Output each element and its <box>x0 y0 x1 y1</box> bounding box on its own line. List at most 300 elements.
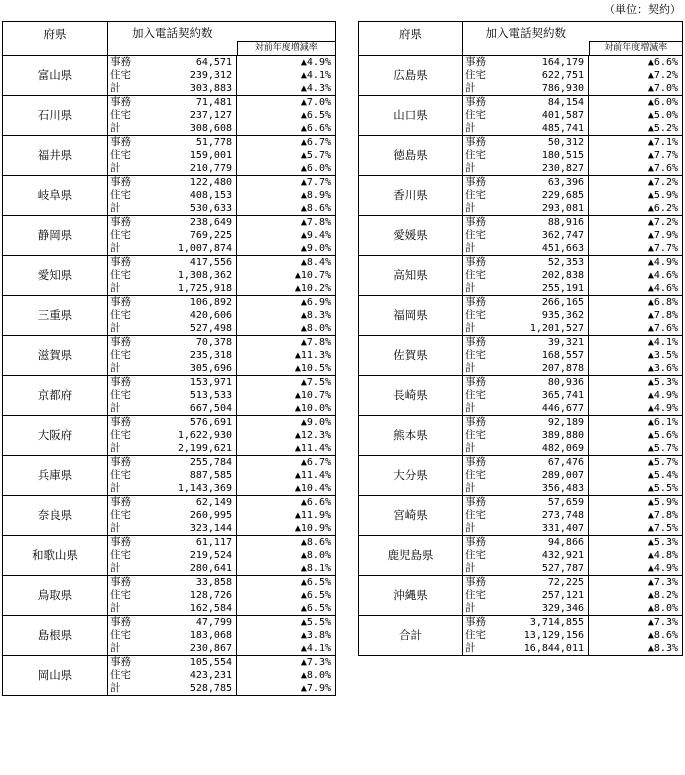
contract-count: 786,930 <box>493 82 589 96</box>
row-kind: 事務 <box>108 616 140 630</box>
pref-name: 京都府 <box>3 376 108 416</box>
contract-count: 280,641 <box>140 562 237 576</box>
pref-name: 富山県 <box>3 56 108 96</box>
contract-count: 401,587 <box>541 110 584 121</box>
contract-count: 513,533 <box>189 390 232 401</box>
row-kind: 計 <box>463 242 493 256</box>
row-kind: 計 <box>108 682 140 696</box>
row-kind: 住宅 <box>465 149 486 161</box>
pref-name: 沖縄県 <box>359 576 463 616</box>
change-rate: ▲4.1% <box>589 336 683 350</box>
contract-count: 207,878 <box>493 362 589 376</box>
table-row <box>359 136 683 150</box>
contract-count: 432,921 <box>541 550 584 561</box>
row-kind: 住宅 <box>110 389 131 401</box>
change-rate: ▲5.9% <box>589 496 683 510</box>
change-rate: ▲6.7% <box>237 136 336 150</box>
contract-count: 50,312 <box>493 136 589 150</box>
change-rate: ▲8.6% <box>589 629 683 642</box>
pref-name: 和歌山県 <box>3 536 108 576</box>
contract-count: 159,001 <box>189 150 232 161</box>
row-kind: 計 <box>108 82 140 96</box>
unit-label: （単位：契約） <box>604 3 681 16</box>
row-kind: 住宅 <box>110 549 131 561</box>
change-rate: ▲7.8% <box>589 509 683 522</box>
change-rate: ▲10.2% <box>237 282 336 296</box>
row-kind: 事務 <box>108 576 140 590</box>
pref-name: 兵庫県 <box>3 456 108 496</box>
contract-count: 71,481 <box>140 96 237 110</box>
row-kind: 住宅 <box>110 269 131 281</box>
contract-count: 1,725,918 <box>140 282 237 296</box>
change-rate: ▲7.3% <box>589 576 683 590</box>
header-row <box>359 22 683 56</box>
contract-count: 1,201,527 <box>493 322 589 336</box>
contract-count: 1,007,874 <box>140 242 237 256</box>
change-rate: ▲3.6% <box>589 362 683 376</box>
row-kind: 事務 <box>108 376 140 390</box>
contract-count: 164,179 <box>493 56 589 70</box>
header-rate-cell <box>237 22 336 56</box>
row-kind: 事務 <box>108 216 140 230</box>
row-kind: 住宅 <box>465 109 486 121</box>
change-rate: ▲9.0% <box>237 416 336 430</box>
table-row <box>359 376 683 390</box>
contract-count: 3,714,855 <box>493 616 589 630</box>
row-kind: 事務 <box>108 176 140 190</box>
change-rate: ▲10.4% <box>237 482 336 496</box>
contract-count: 305,696 <box>140 362 237 376</box>
contract-count: 935,362 <box>541 310 584 321</box>
change-rate: ▲6.0% <box>589 96 683 110</box>
table-row <box>3 136 336 150</box>
contract-count: 39,321 <box>493 336 589 350</box>
row-kind: 事務 <box>463 616 493 630</box>
change-rate: ▲7.7% <box>589 149 683 162</box>
contract-count: 420,606 <box>189 310 232 321</box>
contract-count: 446,677 <box>493 402 589 416</box>
change-rate: ▲6.8% <box>589 296 683 310</box>
table-row <box>3 616 336 630</box>
change-rate: ▲6.2% <box>589 202 683 216</box>
change-rate: ▲4.6% <box>589 269 683 282</box>
row-kind: 計 <box>108 282 140 296</box>
row-kind: 住宅 <box>465 509 486 521</box>
change-rate: ▲8.9% <box>237 189 336 202</box>
contract-count: 238,649 <box>140 216 237 230</box>
contract-count: 528,785 <box>140 682 237 696</box>
pref-name: 奈良県 <box>3 496 108 536</box>
contract-count: 63,396 <box>493 176 589 190</box>
row-kind: 事務 <box>108 136 140 150</box>
change-rate: ▲4.3% <box>237 82 336 96</box>
change-rate: ▲6.5% <box>237 602 336 616</box>
change-rate: ▲7.2% <box>589 69 683 82</box>
contract-count: 308,608 <box>140 122 237 136</box>
contract-count: 365,741 <box>541 390 584 401</box>
row-kind: 計 <box>108 122 140 136</box>
pref-name: 合計 <box>359 616 463 656</box>
table-row <box>3 576 336 590</box>
header-count: 加入電話契約数 <box>108 22 237 56</box>
contract-count: 1,143,369 <box>140 482 237 496</box>
table-row <box>3 496 336 510</box>
row-kind: 住宅 <box>110 429 131 441</box>
row-kind: 事務 <box>463 136 493 150</box>
row-kind: 事務 <box>108 296 140 310</box>
table-row <box>359 56 683 70</box>
row-kind: 住宅 <box>110 629 131 641</box>
pref-name: 鹿児島県 <box>359 536 463 576</box>
change-rate: ▲5.3% <box>589 536 683 550</box>
row-kind: 計 <box>108 162 140 176</box>
row-kind: 住宅 <box>465 549 486 561</box>
table-row <box>3 256 336 270</box>
row-kind: 住宅 <box>465 429 486 441</box>
change-rate: ▲12.3% <box>237 429 336 442</box>
change-rate: ▲6.7% <box>237 456 336 470</box>
row-kind: 住宅 <box>110 69 131 81</box>
contract-count: 202,838 <box>541 270 584 281</box>
row-kind: 住宅 <box>465 309 486 321</box>
change-rate: ▲7.9% <box>589 229 683 242</box>
contract-count: 153,971 <box>140 376 237 390</box>
contract-count: 106,892 <box>140 296 237 310</box>
contract-count: 527,498 <box>140 322 237 336</box>
contract-count: 84,154 <box>493 96 589 110</box>
change-rate: ▲7.8% <box>237 336 336 350</box>
change-rate: ▲4.1% <box>237 642 336 656</box>
contract-count: 527,787 <box>493 562 589 576</box>
contract-count: 105,554 <box>140 656 237 670</box>
contract-count: 266,165 <box>493 296 589 310</box>
contract-count: 260,995 <box>189 510 232 521</box>
contract-count: 769,225 <box>189 230 232 241</box>
row-kind: 事務 <box>463 496 493 510</box>
contract-count: 183,068 <box>189 630 232 641</box>
table-row <box>359 456 683 470</box>
table-row <box>3 176 336 190</box>
contract-count: 239,312 <box>189 70 232 81</box>
contract-count: 389,880 <box>541 430 584 441</box>
change-rate: ▲10.5% <box>237 362 336 376</box>
row-kind: 住宅 <box>110 589 131 601</box>
table-row <box>359 416 683 430</box>
contract-count: 57,659 <box>493 496 589 510</box>
row-kind: 住宅 <box>110 309 131 321</box>
table-row <box>359 576 683 590</box>
contract-count: 33,858 <box>140 576 237 590</box>
row-kind: 事務 <box>463 376 493 390</box>
change-rate: ▲5.7% <box>589 456 683 470</box>
contract-count: 451,663 <box>493 242 589 256</box>
change-rate: ▲7.3% <box>237 656 336 670</box>
pref-name: 高知県 <box>359 256 463 296</box>
contract-count: 70,378 <box>140 336 237 350</box>
contract-count: 210,779 <box>140 162 237 176</box>
table-row <box>359 96 683 110</box>
row-kind: 事務 <box>108 496 140 510</box>
contract-count: 1,622,930 <box>177 430 232 441</box>
pref-name: 広島県 <box>359 56 463 96</box>
change-rate: ▲5.9% <box>589 189 683 202</box>
contract-count: 331,407 <box>493 522 589 536</box>
row-kind: 住宅 <box>110 149 131 161</box>
table-row <box>3 536 336 550</box>
contract-count: 51,778 <box>140 136 237 150</box>
contract-count: 303,883 <box>140 82 237 96</box>
change-rate: ▲6.6% <box>589 56 683 70</box>
contract-count: 80,936 <box>493 376 589 390</box>
contract-count: 255,784 <box>140 456 237 470</box>
contract-count: 62,149 <box>140 496 237 510</box>
table-row <box>3 96 336 110</box>
row-kind: 計 <box>463 122 493 136</box>
change-rate: ▲7.8% <box>237 216 336 230</box>
change-rate: ▲5.2% <box>589 122 683 136</box>
change-rate: ▲4.9% <box>237 56 336 70</box>
row-kind: 事務 <box>463 96 493 110</box>
contract-count: 92,189 <box>493 416 589 430</box>
row-kind: 事務 <box>108 456 140 470</box>
change-rate: ▲8.0% <box>237 669 336 682</box>
change-rate: ▲5.5% <box>589 482 683 496</box>
table-row <box>3 56 336 70</box>
left-table <box>2 21 336 696</box>
row-kind: 事務 <box>108 336 140 350</box>
header-pref: 府県 <box>359 22 463 56</box>
row-kind: 住宅 <box>465 269 486 281</box>
change-rate: ▲3.8% <box>237 629 336 642</box>
contract-count: 61,117 <box>140 536 237 550</box>
change-rate: ▲11.4% <box>237 469 336 482</box>
table-row <box>359 536 683 550</box>
table-row <box>3 416 336 430</box>
change-rate: ▲6.6% <box>237 122 336 136</box>
change-rate: ▲5.0% <box>589 109 683 122</box>
change-rate: ▲7.1% <box>589 136 683 150</box>
contract-count: 162,584 <box>140 602 237 616</box>
change-rate: ▲10.0% <box>237 402 336 416</box>
row-kind: 住宅 <box>465 189 486 201</box>
change-rate: ▲8.0% <box>237 549 336 562</box>
table-row <box>359 336 683 350</box>
row-kind: 事務 <box>463 536 493 550</box>
change-rate: ▲7.9% <box>237 682 336 696</box>
change-rate: ▲10.7% <box>237 269 336 282</box>
change-rate: ▲4.9% <box>589 402 683 416</box>
row-kind: 計 <box>108 362 140 376</box>
table-row <box>3 656 336 670</box>
pref-name: 島根県 <box>3 616 108 656</box>
row-kind: 事務 <box>463 416 493 430</box>
change-rate: ▲7.7% <box>237 176 336 190</box>
pref-name: 宮崎県 <box>359 496 463 536</box>
row-kind: 計 <box>463 82 493 96</box>
row-kind: 住宅 <box>110 669 131 681</box>
change-rate: ▲8.4% <box>237 256 336 270</box>
change-rate: ▲7.8% <box>589 309 683 322</box>
change-rate: ▲6.1% <box>589 416 683 430</box>
row-kind: 事務 <box>463 296 493 310</box>
row-kind: 計 <box>463 442 493 456</box>
contract-count: 408,153 <box>189 190 232 201</box>
contract-count: 622,751 <box>541 70 584 81</box>
table-row <box>359 256 683 270</box>
pref-name: 福井県 <box>3 136 108 176</box>
pref-name: 福岡県 <box>359 296 463 336</box>
contract-count: 329,346 <box>493 602 589 616</box>
row-kind: 住宅 <box>110 109 131 121</box>
table-row <box>3 216 336 230</box>
contract-count: 230,827 <box>493 162 589 176</box>
change-rate: ▲8.3% <box>237 309 336 322</box>
contract-count: 13,129,156 <box>523 630 584 641</box>
change-rate: ▲9.0% <box>237 242 336 256</box>
contract-count: 64,571 <box>140 56 237 70</box>
change-rate: ▲7.5% <box>589 522 683 536</box>
row-kind: 住宅 <box>465 229 486 241</box>
row-kind: 計 <box>108 642 140 656</box>
contract-count: 2,199,621 <box>140 442 237 456</box>
change-rate: ▲5.7% <box>237 149 336 162</box>
contract-count: 16,844,011 <box>493 642 589 656</box>
contract-count: 67,476 <box>493 456 589 470</box>
row-kind: 事務 <box>463 56 493 70</box>
row-kind: 事務 <box>463 576 493 590</box>
row-kind: 事務 <box>108 96 140 110</box>
change-rate: ▲11.3% <box>237 349 336 362</box>
table-row <box>3 296 336 310</box>
row-kind: 住宅 <box>465 69 486 81</box>
row-kind: 住宅 <box>110 469 131 481</box>
change-rate: ▲8.2% <box>589 589 683 602</box>
contract-count: 485,741 <box>493 122 589 136</box>
change-rate: ▲9.4% <box>237 229 336 242</box>
change-rate: ▲6.0% <box>237 162 336 176</box>
change-rate: ▲5.6% <box>589 429 683 442</box>
pref-name: 熊本県 <box>359 416 463 456</box>
contract-count: 229,685 <box>541 190 584 201</box>
row-kind: 住宅 <box>465 389 486 401</box>
contract-count: 576,691 <box>140 416 237 430</box>
change-rate: ▲6.6% <box>237 496 336 510</box>
contract-count: 356,483 <box>493 482 589 496</box>
contract-count: 88,916 <box>493 216 589 230</box>
change-rate: ▲4.8% <box>589 549 683 562</box>
change-rate: ▲4.9% <box>589 256 683 270</box>
pref-name: 滋賀県 <box>3 336 108 376</box>
header-rate-cell <box>589 22 683 56</box>
contract-count: 168,557 <box>541 350 584 361</box>
table-row <box>3 456 336 470</box>
pref-name: 大分県 <box>359 456 463 496</box>
change-rate: ▲10.7% <box>237 389 336 402</box>
change-rate: ▲4.6% <box>589 282 683 296</box>
header-rate: 対前年度増減率 <box>589 41 683 55</box>
change-rate: ▲7.2% <box>589 176 683 190</box>
pref-name: 徳島県 <box>359 136 463 176</box>
row-kind: 事務 <box>108 656 140 670</box>
contract-count: 417,556 <box>140 256 237 270</box>
row-kind: 事務 <box>108 56 140 70</box>
change-rate: ▲5.7% <box>589 442 683 456</box>
row-kind: 計 <box>108 442 140 456</box>
header-rate: 対前年度増減率 <box>237 41 336 55</box>
change-rate: ▲8.1% <box>237 562 336 576</box>
change-rate: ▲4.9% <box>589 562 683 576</box>
contract-count: 230,867 <box>140 642 237 656</box>
contract-count: 237,127 <box>189 110 232 121</box>
contract-count: 255,191 <box>493 282 589 296</box>
change-rate: ▲6.9% <box>237 296 336 310</box>
pref-name: 愛媛県 <box>359 216 463 256</box>
contract-count: 289,007 <box>541 470 584 481</box>
row-kind: 事務 <box>463 256 493 270</box>
row-kind: 計 <box>463 282 493 296</box>
row-kind: 計 <box>463 522 493 536</box>
header-row <box>3 22 336 56</box>
pref-name: 佐賀県 <box>359 336 463 376</box>
row-kind: 計 <box>463 322 493 336</box>
row-kind: 事務 <box>463 216 493 230</box>
contract-count: 128,726 <box>189 590 232 601</box>
row-kind: 計 <box>463 482 493 496</box>
table-row <box>3 336 336 350</box>
row-kind: 住宅 <box>110 349 131 361</box>
pref-name: 山口県 <box>359 96 463 136</box>
change-rate: ▲3.5% <box>589 349 683 362</box>
change-rate: ▲8.0% <box>589 602 683 616</box>
row-kind: 事務 <box>108 256 140 270</box>
row-kind: 住宅 <box>465 349 486 361</box>
table-row <box>3 376 336 390</box>
contract-count: 235,318 <box>189 350 232 361</box>
change-rate: ▲11.9% <box>237 509 336 522</box>
change-rate: ▲7.6% <box>589 162 683 176</box>
row-kind: 事務 <box>463 456 493 470</box>
row-kind: 住宅 <box>110 189 131 201</box>
row-kind: 事務 <box>108 416 140 430</box>
row-kind: 計 <box>108 202 140 216</box>
pref-name: 香川県 <box>359 176 463 216</box>
row-kind: 事務 <box>108 536 140 550</box>
contract-count: 293,081 <box>493 202 589 216</box>
contract-count: 887,585 <box>189 470 232 481</box>
change-rate: ▲10.9% <box>237 522 336 536</box>
pref-name: 大阪府 <box>3 416 108 456</box>
row-kind: 計 <box>463 642 493 656</box>
pref-name: 三重県 <box>3 296 108 336</box>
table-row <box>359 216 683 230</box>
change-rate: ▲7.0% <box>237 96 336 110</box>
change-rate: ▲11.4% <box>237 442 336 456</box>
change-rate: ▲6.5% <box>237 589 336 602</box>
change-rate: ▲5.4% <box>589 469 683 482</box>
pref-name: 鳥取県 <box>3 576 108 616</box>
header-count: 加入電話契約数 <box>463 22 589 56</box>
contract-count: 94,866 <box>493 536 589 550</box>
row-kind: 住宅 <box>465 469 486 481</box>
header-pref: 府県 <box>3 22 108 56</box>
pref-name: 愛知県 <box>3 256 108 296</box>
row-kind: 計 <box>463 562 493 576</box>
row-kind: 計 <box>108 402 140 416</box>
contract-count: 219,524 <box>189 550 232 561</box>
row-kind: 計 <box>108 522 140 536</box>
change-rate: ▲8.0% <box>237 322 336 336</box>
contract-count: 667,504 <box>140 402 237 416</box>
